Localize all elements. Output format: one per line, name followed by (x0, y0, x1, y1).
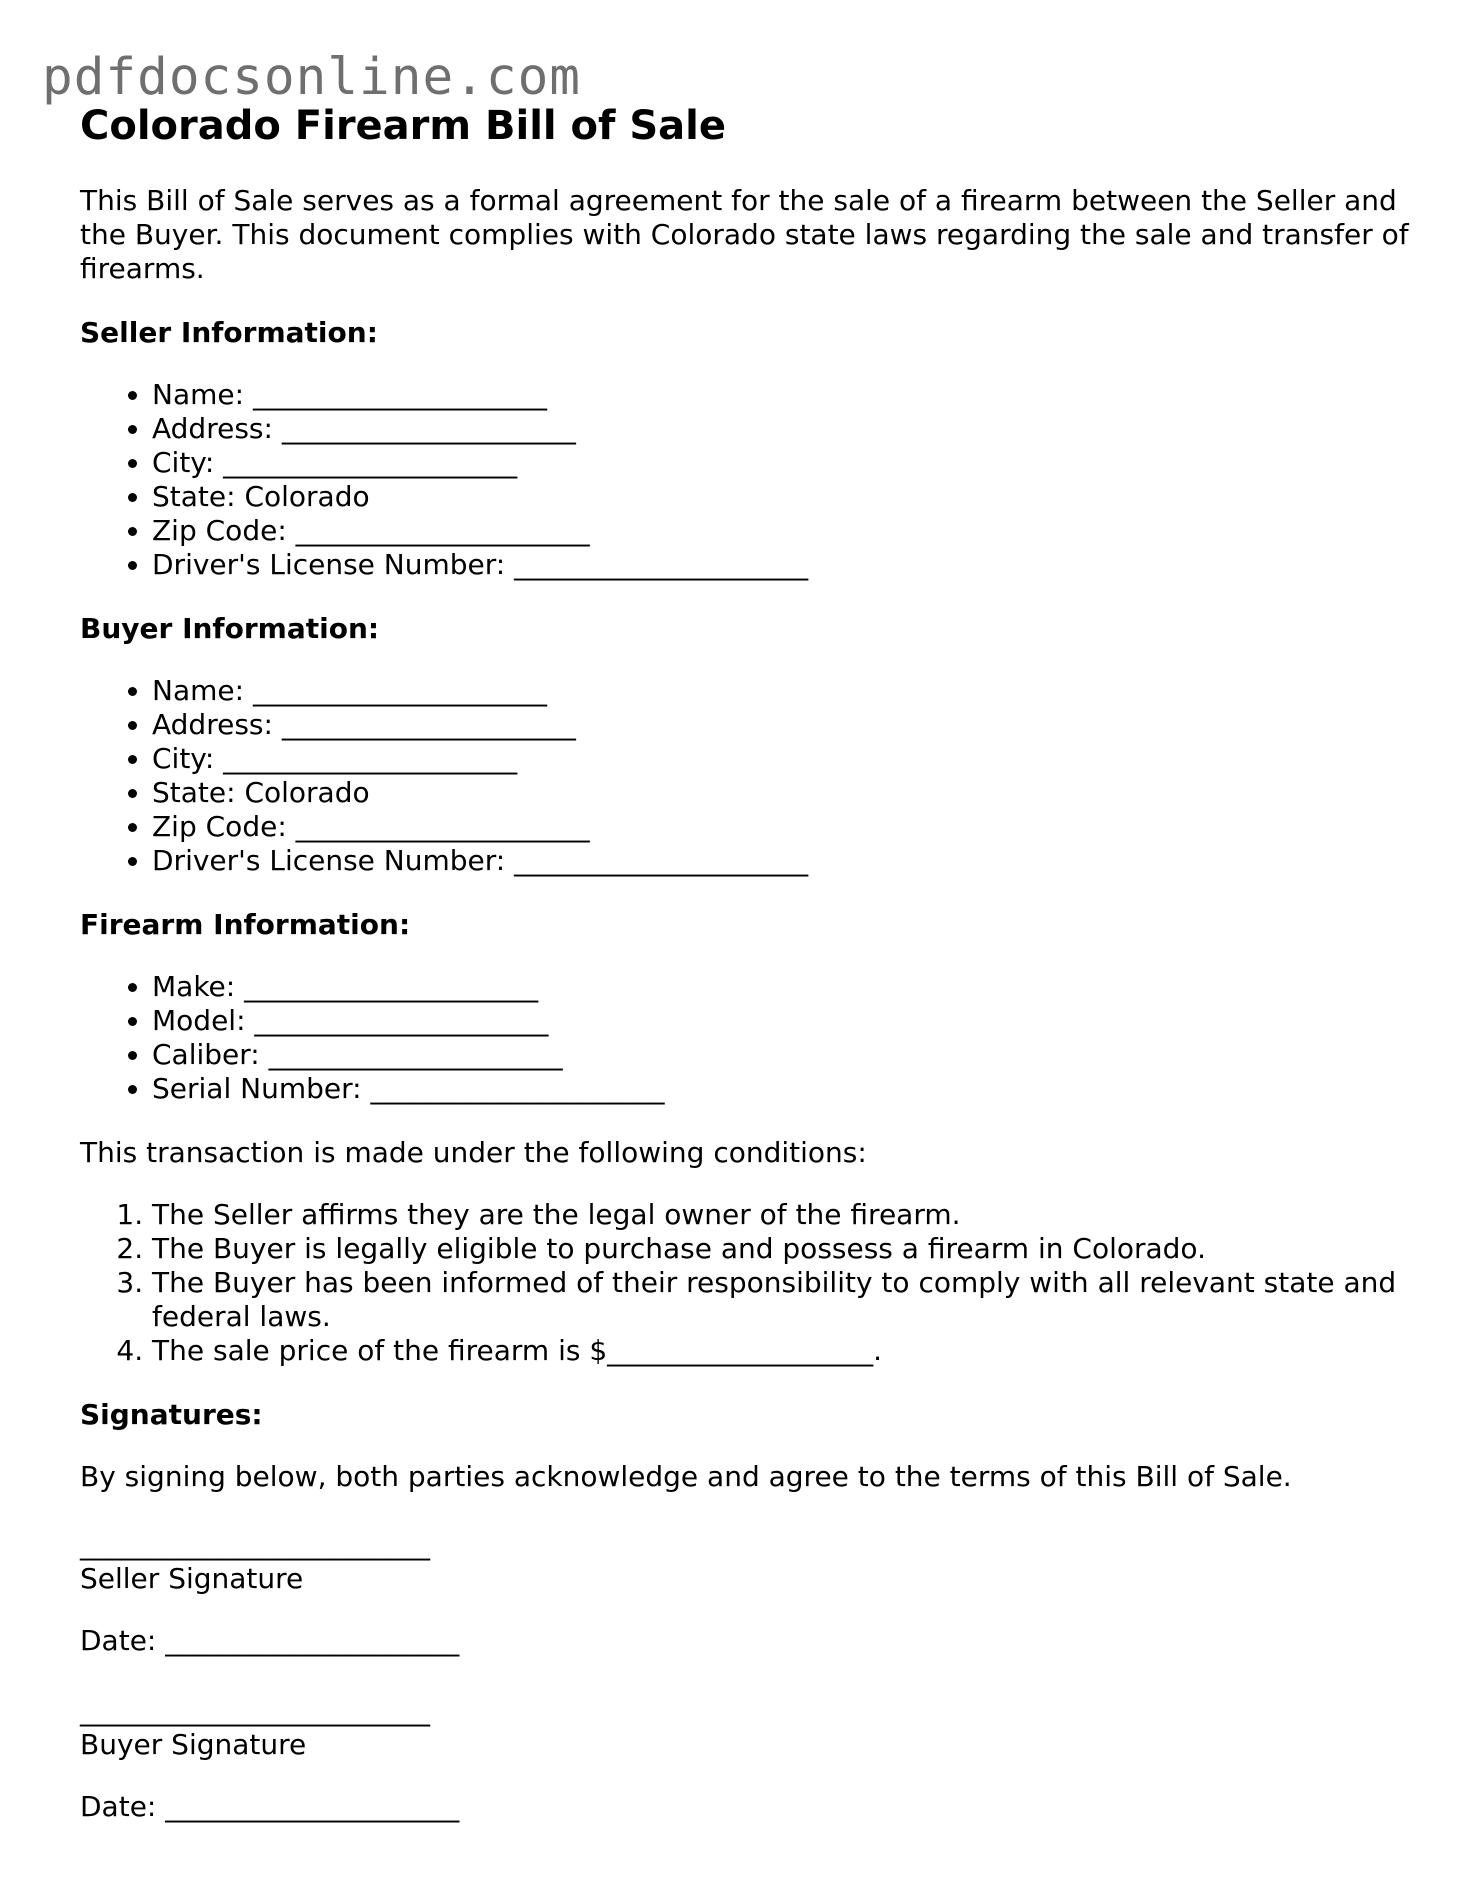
buyer-city-field: • City: _____________________ (152, 742, 1410, 776)
firearm-make-field: • Make: _____________________ (152, 970, 1410, 1004)
buyer-name-field: • Name: _____________________ (152, 674, 1410, 708)
document-title: Colorado Firearm Bill of Sale (80, 103, 726, 149)
signatures-heading: Signatures: (80, 1398, 263, 1431)
conditions-intro: This transaction is made under the following conditions: (80, 1136, 867, 1169)
seller-signature-label: Seller Signature (80, 1562, 304, 1595)
seller-info-list (80, 378, 1410, 582)
seller-license-field: • Driver's License Number: _____________________ (152, 548, 1410, 582)
firearm-serial-field: • Serial Number: _____________________ (152, 1072, 1410, 1106)
firearm-heading: Firearm Information: (80, 908, 411, 941)
buyer-signature-block (80, 1694, 1410, 1824)
buyer-address-field: • Address: _____________________ (152, 708, 1410, 742)
watermark-text: pdfdocsonline.com (42, 48, 581, 107)
firearm-info-list (80, 970, 1410, 1106)
signatures-intro: By signing below, both parties acknowledge and agree to the terms of this Bill of Sale. (80, 1460, 1292, 1493)
seller-city-field: • City: _____________________ (152, 446, 1410, 480)
conditions-list (80, 1198, 1410, 1368)
document-body (80, 100, 1410, 1824)
buyer-signature-line: _________________________ (80, 1694, 430, 1727)
condition-item: 3. The Buyer has been informed of their responsibility to comply with all relevant state and federal laws. (152, 1266, 1410, 1334)
buyer-date-field: Date: _____________________ (80, 1790, 460, 1823)
seller-address-field: • Address: _____________________ (152, 412, 1410, 446)
buyer-heading: Buyer Information: (80, 612, 380, 645)
condition-item: 1. The Seller affirms they are the legal owner of the firearm. (152, 1198, 1410, 1232)
seller-signature-block (80, 1528, 1410, 1658)
firearm-model-field: • Model: _____________________ (152, 1004, 1410, 1038)
intro-paragraph: This Bill of Sale serves as a formal agreement for the sale of a firearm between the Seller and the Buyer. This document complies with Colorado state laws regarding the sale and transfer of firearms. (80, 184, 1409, 285)
seller-zip-field: • Zip Code: _____________________ (152, 514, 1410, 548)
buyer-zip-field: • Zip Code: _____________________ (152, 810, 1410, 844)
buyer-state-field: • State: Colorado (152, 776, 1410, 810)
buyer-signature-label: Buyer Signature (80, 1728, 307, 1761)
seller-date-field: Date: _____________________ (80, 1624, 460, 1657)
buyer-license-field: • Driver's License Number: _____________________ (152, 844, 1410, 878)
firearm-caliber-field: • Caliber: _____________________ (152, 1038, 1410, 1072)
buyer-info-list (80, 674, 1410, 878)
seller-heading: Seller Information: (80, 316, 378, 349)
condition-item: 2. The Buyer is legally eligible to purchase and possess a firearm in Colorado. (152, 1232, 1410, 1266)
condition-item: 4. The sale price of the firearm is $___________________. (152, 1334, 1410, 1368)
seller-name-field: • Name: _____________________ (152, 378, 1410, 412)
seller-signature-line: _________________________ (80, 1528, 430, 1561)
seller-state-field: • State: Colorado (152, 480, 1410, 514)
